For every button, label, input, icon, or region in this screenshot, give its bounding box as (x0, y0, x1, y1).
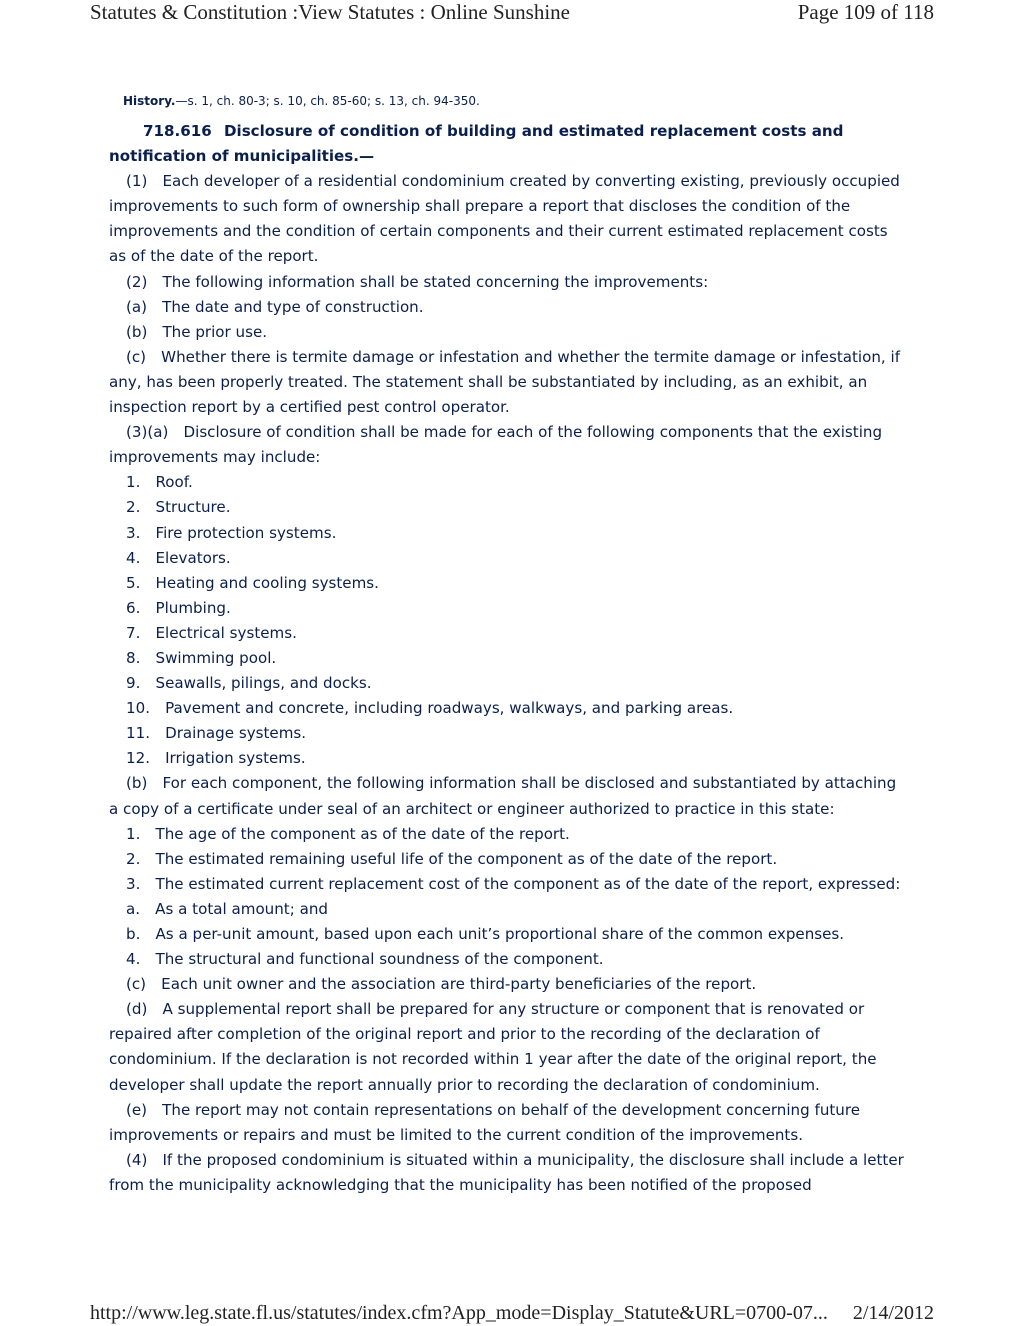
component-item: 2. Structure. (126, 498, 231, 517)
info-item-3b: b. As a per-unit amount, based upon each unit’s proportional share of the common expenses. (126, 925, 845, 943)
paragraph-2a: (a) The date and type of construction. (126, 297, 424, 316)
component-item: 8. Swimming pool. (126, 648, 277, 667)
component-item: 6. Plumbing. (126, 598, 231, 617)
footer-date: 2/14/2012 (852, 1302, 934, 1324)
paragraph-3c: (c) Each unit owner and the association are third-party beneficiaries of the report. (126, 975, 757, 994)
statute-content (109, 91, 909, 1198)
component-item: 10. Pavement and concrete, including roadways, walkways, and parking areas. (126, 699, 734, 718)
page-header-title: Statutes & Constitution :View Statutes : Online Sunshine (90, 0, 570, 24)
paragraph-3d: (d) A supplemental report shall be prepared for any structure or component that is renovated or repaired after completion of the original report and prior to the recording of the declaration of condominium. If the declaration is not recorded within 1 year after the date of the original report, the developer shall update the report annually prior to recording the declaration of condominium. (109, 1000, 877, 1094)
paragraph-2b: (b) The prior use. (126, 322, 268, 341)
paragraph-1: (1) Each developer of a residential condominium created by converting existing, previously occupied improvements to such form of ownership shall prepare a report that discloses the condition of the improvements and the condition of certain components and their current estimated replacement costs as of the date of the report. (109, 172, 900, 266)
component-item: 11. Drainage systems. (126, 724, 307, 743)
component-item: 9. Seawalls, pilings, and docks. (126, 674, 372, 693)
section-number: 718.616 (143, 122, 212, 140)
section-heading (109, 119, 909, 169)
page-number: Page 109 of 118 (797, 0, 934, 24)
info-item-2: 2. The estimated remaining useful life of the component as of the date of the report. (126, 849, 778, 868)
info-item-3: 3. The estimated current replacement cost of the component as of the date of the report, expressed: (126, 874, 901, 893)
history-line (123, 91, 909, 111)
paragraph-3e: (e) The report may not contain representations on behalf of the development concerning future improvements or repairs and must be limited to the current condition of the improvements. (109, 1100, 861, 1144)
paragraph-2: (2) The following information shall be stated concerning the improvements: (126, 272, 709, 291)
info-item-1: 1. The age of the component as of the date of the report. (126, 824, 570, 843)
component-item: 4. Elevators. (126, 548, 231, 567)
footer-url: http://www.leg.state.fl.us/statutes/index.cfm?App_mode=Display_Statute&URL=0700-07... (90, 1302, 828, 1324)
info-item-4: 4. The structural and functional soundness of the component. (126, 950, 604, 969)
component-item: 5. Heating and cooling systems. (126, 573, 379, 592)
component-item: 1. Roof. (126, 473, 193, 492)
component-item: 3. Fire protection systems. (126, 523, 337, 542)
history-label: History. (123, 94, 176, 108)
paragraph-4: (4) If the proposed condominium is situated within a municipality, the disclosure shall include a letter from the municipality acknowledging that the municipality has been notified of the proposed (109, 1150, 904, 1194)
paragraph-3a: (3)(a) Disclosure of condition shall be made for each of the following components that the existing improvements may include: (109, 423, 883, 467)
paragraph-3b: (b) For each component, the following information shall be disclosed and substantiated by attaching a copy of a certificate under seal of an architect or engineer authorized to practice in this state: (109, 774, 897, 818)
component-item: 12. Irrigation systems. (126, 749, 306, 768)
info-item-3a: a. As a total amount; and (126, 899, 329, 918)
section-title: Disclosure of condition of building and estimated replacement costs and notification of municipalities.— (109, 122, 844, 166)
paragraph-2c: (c) Whether there is termite damage or infestation and whether the termite damage or infestation, if any, has been properly treated. The statement shall be substantiated by including, as an exhibit, an inspection report by a certified pest control operator. (109, 347, 901, 417)
history-text: —s. 1, ch. 80-3; s. 10, ch. 85-60; s. 13, ch. 94-350. (175, 94, 480, 108)
component-item: 7. Electrical systems. (126, 623, 297, 642)
